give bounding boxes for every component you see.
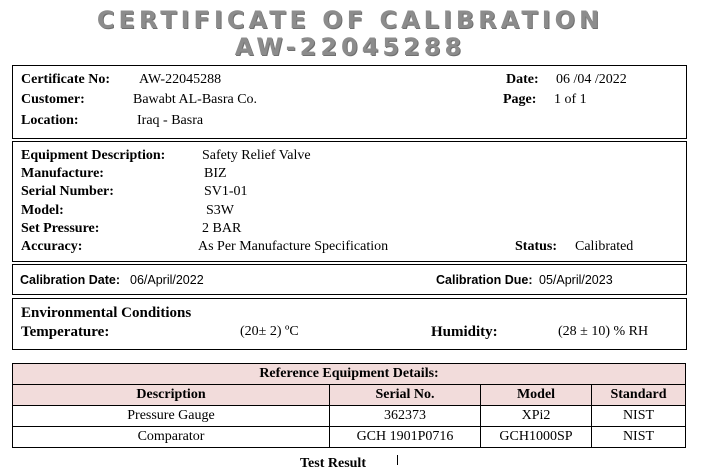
equipment-description-value: Safety Relief Valve: [202, 148, 311, 163]
location-value: Iraq - Basra: [137, 113, 204, 128]
table-cell: Pressure Gauge: [13, 406, 330, 427]
calibration-due-label: Calibration Due:: [436, 273, 533, 287]
certificate-number-label: Certificate No:: [21, 72, 111, 87]
status-value: Calibrated: [575, 239, 634, 254]
column-header-serial: Serial No.: [330, 385, 481, 406]
calibration-date-label: Calibration Date:: [20, 273, 121, 287]
certificate-number-value: AW-22045288: [139, 72, 222, 87]
model-label: Model:: [21, 203, 64, 218]
table-cell: GCH1000SP: [481, 427, 592, 448]
column-header-description: Description: [13, 385, 330, 406]
reference-equipment-table: [12, 363, 686, 448]
table-cell: Comparator: [13, 427, 330, 448]
status-label: Status:: [515, 239, 558, 254]
table-row: [13, 406, 686, 427]
manufacture-value: BIZ: [204, 166, 227, 181]
table-cell: NIST: [592, 406, 686, 427]
test-result-heading: Test Result: [300, 456, 366, 471]
column-header-standard: Standard: [592, 385, 686, 406]
calibration-date-value: 06/April/2022: [130, 273, 204, 287]
serial-number-value: SV1-01: [204, 184, 248, 199]
humidity-label: Humidity:: [431, 324, 498, 340]
calibration-dates-box: [12, 264, 687, 295]
table-cell: 362373: [330, 406, 481, 427]
humidity-value: (28 ± 10) % RH: [558, 324, 649, 339]
table-cell: GCH 1901P0716: [330, 427, 481, 448]
table-row: [13, 427, 686, 448]
reference-table-header-row: [13, 385, 686, 406]
environment-box: [12, 298, 687, 350]
equipment-description-label: Equipment Description:: [21, 148, 166, 163]
temperature-label: Temperature:: [21, 324, 110, 340]
accuracy-label: Accuracy:: [21, 239, 83, 254]
table-cell: NIST: [592, 427, 686, 448]
model-value: S3W: [206, 203, 234, 218]
date-value: 06 /04 /2022: [556, 72, 627, 87]
page-value: 1 of 1: [554, 92, 587, 107]
column-header-model: Model: [481, 385, 592, 406]
set-pressure-label: Set Pressure:: [21, 221, 100, 236]
equipment-box: [12, 141, 687, 262]
certificate-info-box: [12, 65, 687, 139]
certificate-number-title: AW-22045288: [234, 33, 466, 61]
manufacture-label: Manufacture:: [21, 166, 104, 181]
customer-value: Bawabt AL-Basra Co.: [133, 92, 258, 107]
environment-heading: Environmental Conditions: [21, 305, 192, 321]
accuracy-value: As Per Manufacture Specification: [198, 239, 389, 254]
calibration-due-value: 05/April/2023: [539, 273, 613, 287]
location-label: Location:: [21, 113, 79, 128]
set-pressure-value: 2 BAR: [202, 221, 242, 236]
table-cell: XPi2: [481, 406, 592, 427]
serial-number-label: Serial Number:: [21, 184, 114, 199]
temperature-value: (20± 2) ºC: [240, 324, 299, 339]
reference-table-heading: Reference Equipment Details:: [13, 364, 686, 385]
certificate-title: CERTIFICATE OF CALIBRATION: [96, 6, 604, 34]
customer-label: Customer:: [21, 92, 85, 107]
date-label: Date:: [506, 72, 539, 87]
page-label: Page:: [503, 92, 537, 107]
